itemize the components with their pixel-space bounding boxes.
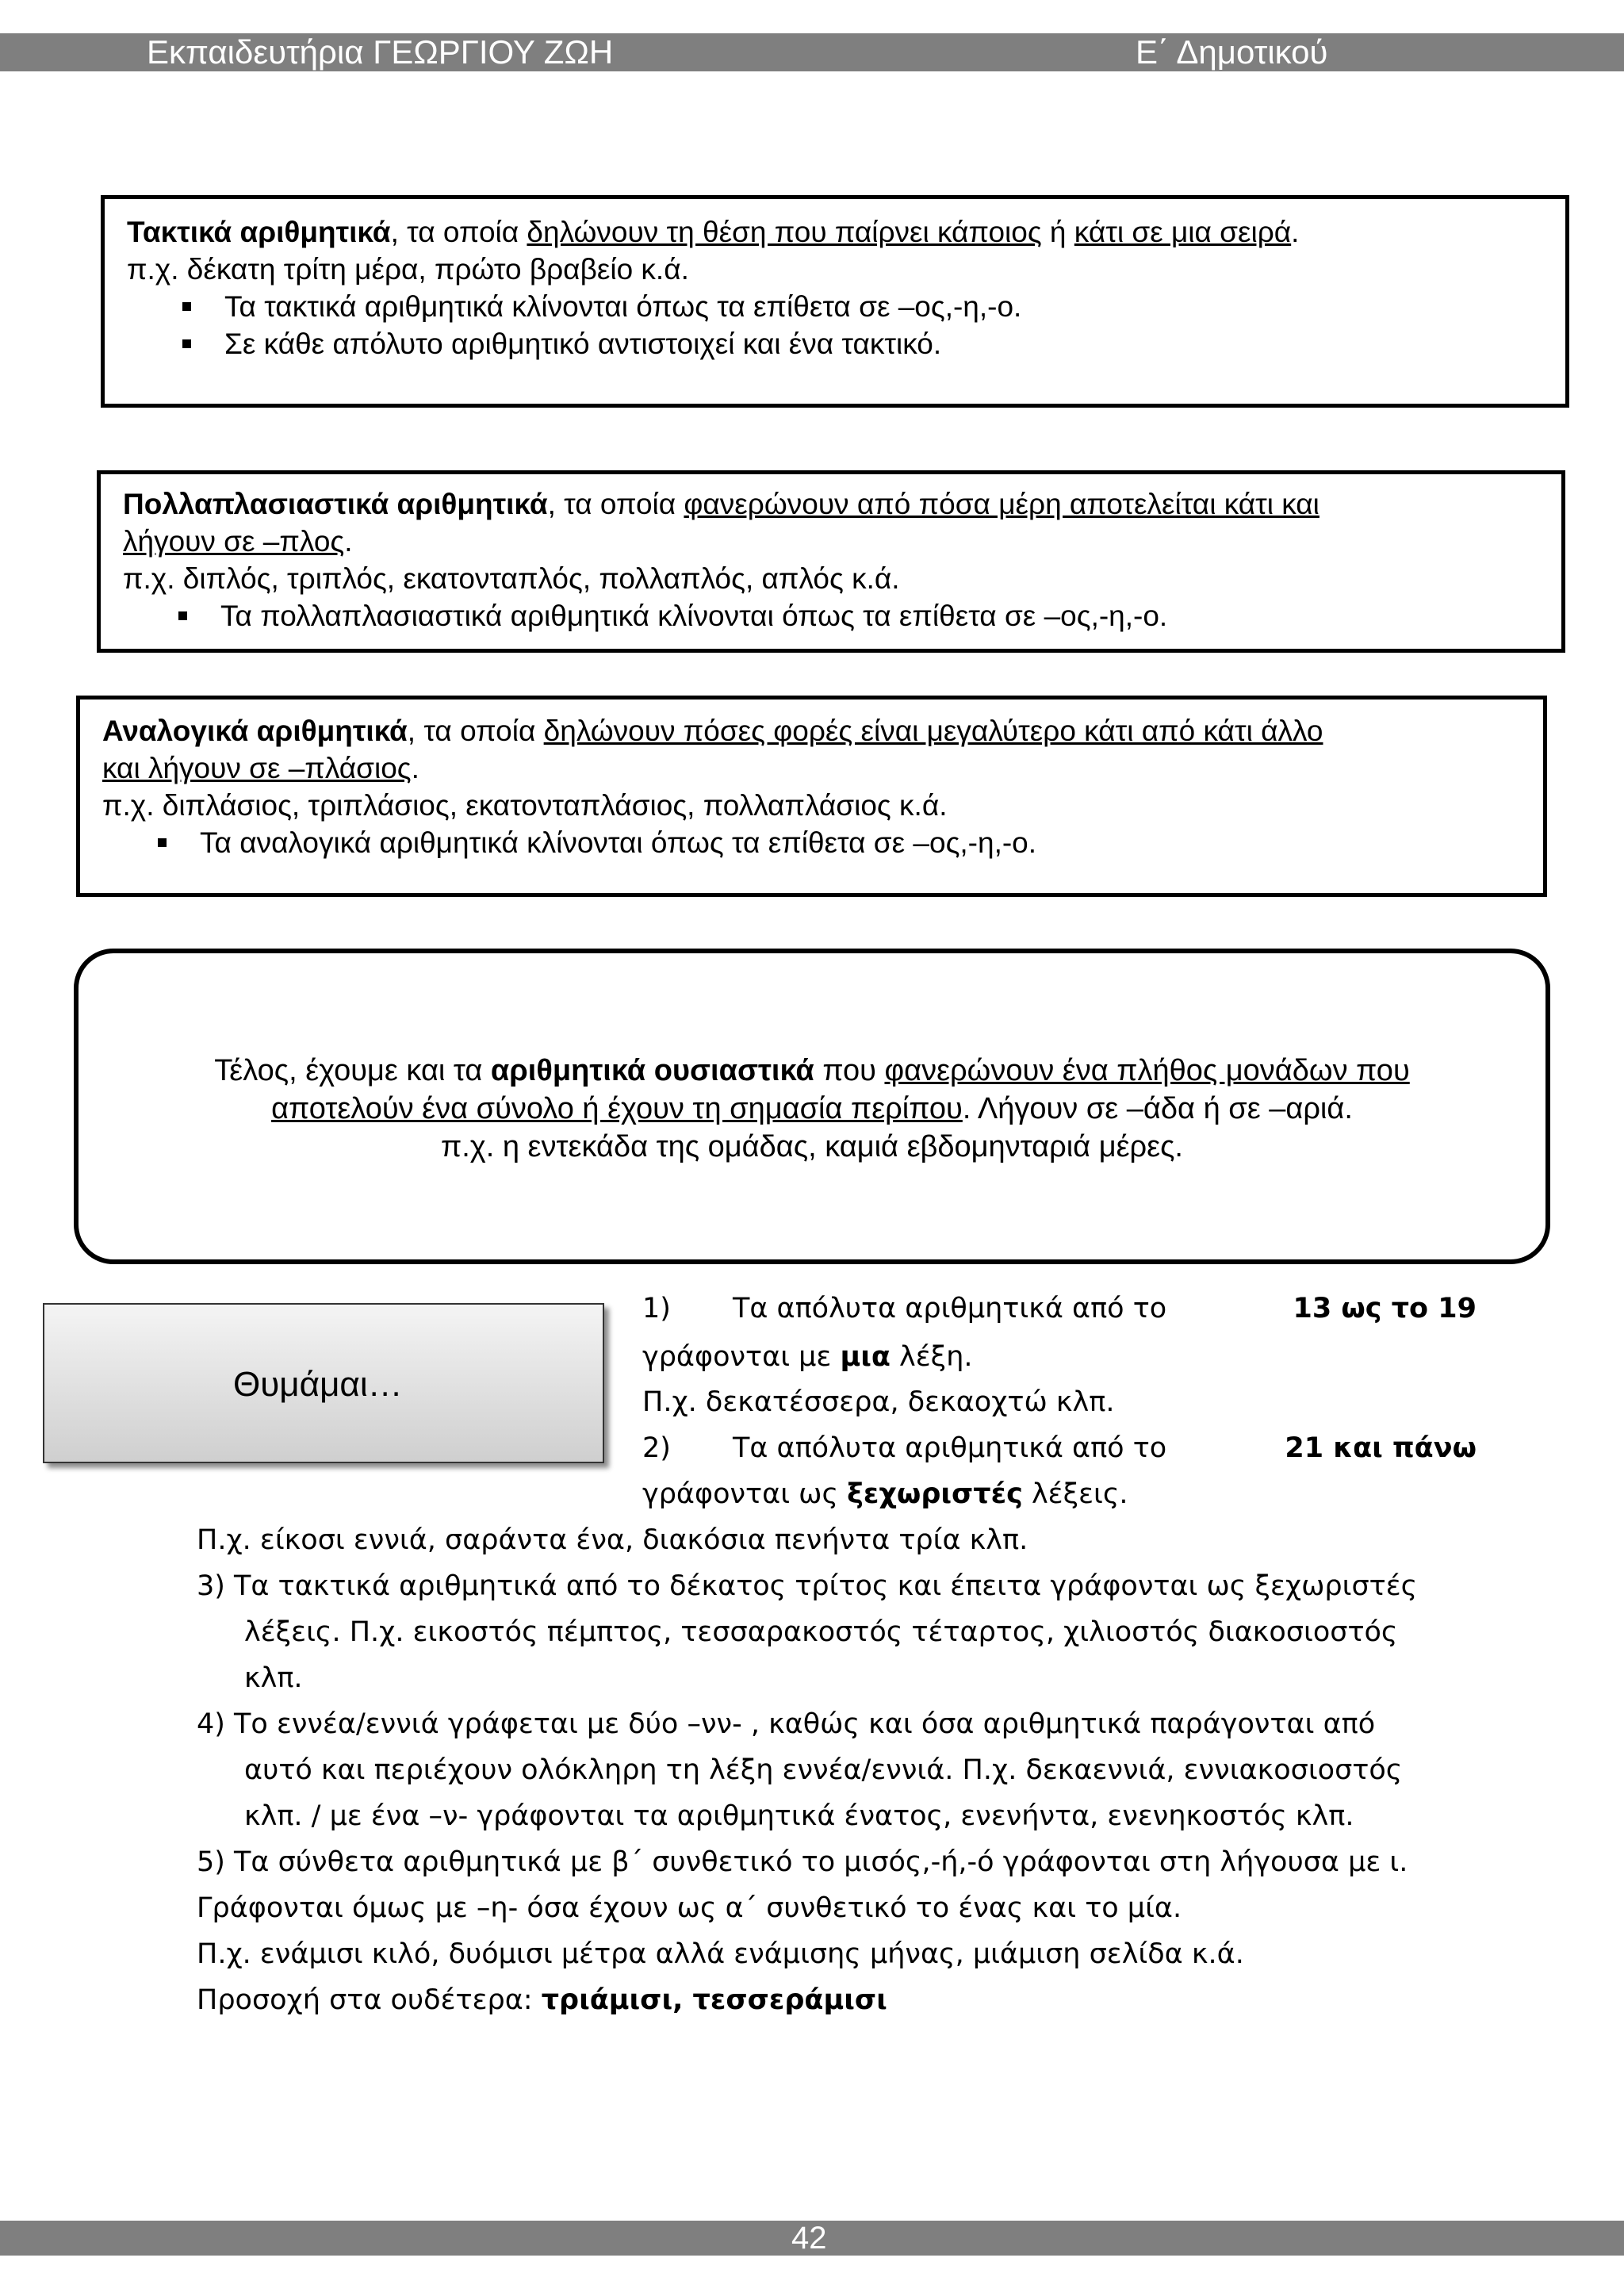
ordinal-numerals-box <box>101 195 1569 408</box>
box3-title: Αναλογικά αριθμητικά <box>102 715 408 747</box>
box4-text: . Λήγουν σε –άδα ή σε –αριά. <box>962 1092 1353 1125</box>
note-2-line-1 <box>642 1432 1477 1464</box>
note-text: γράφονται ως <box>642 1478 848 1510</box>
box4-text: που <box>814 1054 885 1087</box>
note-5-line-4 <box>197 1984 887 2016</box>
note-5-line-3: Π.χ. ενάμισι κιλό, δυόμισι μέτρα αλλά ενάμισης μήνας, μιάμιση σελίδα κ.ά. <box>197 1938 1244 1970</box>
note-1-line-1 <box>642 1293 1477 1324</box>
note-1-example: Π.χ. δεκατέσσερα, δεκαοχτώ κλπ. <box>642 1386 1115 1418</box>
note-text: γράφονται με <box>642 1341 841 1373</box>
note-bold: τριάμισι, τεσσεράμισι <box>541 1984 887 2016</box>
box3-underline: δηλώνουν πόσες φορές είναι μεγαλύτερο κάτι από κάτι άλλο <box>543 715 1323 747</box>
square-bullet-icon <box>158 838 167 847</box>
square-bullet-icon <box>178 611 187 620</box>
box3-text: , τα οποία <box>407 715 544 747</box>
page-number: 42 <box>791 2221 827 2256</box>
box4-bold: αριθμητικά ουσιαστικά <box>490 1054 814 1087</box>
note-5-line-2: Γράφονται όμως με –η- όσα έχουν ως α΄ συνθετικό το ένας και το μία. <box>197 1892 1182 1924</box>
note-bold: μια <box>840 1341 891 1373</box>
box1-underline: κάτι σε μια σειρά <box>1074 216 1292 248</box>
box2-title: Πολλαπλασιαστικά αριθμητικά <box>123 488 548 520</box>
note-4-line-2: αυτό και περιέχουν ολόκληρη τη λέξη εννέα/εννιά. Π.χ. δεκαεννιά, εννιακοσιοστός <box>244 1754 1403 1786</box>
box4-example: π.χ. η εντεκάδα της ομάδας, καμιά εβδομηνταριά μέρες. <box>441 1130 1183 1163</box>
box1-underline: δηλώνουν τη θέση που παίρνει κάποιος <box>527 216 1042 248</box>
box3-underline: και λήγουν σε –πλάσιος <box>102 752 412 784</box>
box1-bullet: Σε κάθε απόλυτο αριθμητικό αντιστοιχεί και ένα τακτικό. <box>127 325 1543 362</box>
box1-text: ή <box>1041 216 1074 248</box>
page-footer <box>0 2221 1624 2256</box>
note-text: λέξεις. <box>1022 1478 1128 1510</box>
box1-bullet: Τα τακτικά αριθμητικά κλίνονται όπως τα επίθετα σε –ος,-η,-ο. <box>127 288 1543 325</box>
note-bold: 21 και πάνω <box>1285 1432 1477 1464</box>
note-text: λέξη. <box>890 1341 973 1373</box>
note-3-line-1: 3) Τα τακτικά αριθμητικά από το δέκατος τρίτος και έπειτα γράφονται ως ξεχωριστές <box>197 1570 1418 1602</box>
square-bullet-icon <box>182 302 191 311</box>
box1-text: , τα οποία <box>390 216 527 248</box>
box2-text: , τα οποία <box>547 488 684 520</box>
multiplicative-numerals-box <box>97 470 1565 653</box>
note-2-line-2 <box>642 1478 1128 1510</box>
box2-text: . <box>344 525 353 558</box>
page-header <box>0 33 1624 71</box>
note-number: 1) <box>642 1293 671 1324</box>
note-text: Τα απόλυτα αριθμητικά από το <box>732 1293 1167 1324</box>
note-bold: 13 ως το 19 <box>1293 1293 1477 1324</box>
note-bold: ξεχωριστές <box>847 1478 1023 1510</box>
box1-text: . <box>1291 216 1300 248</box>
box4-underline: αποτελούν ένα σύνολο ή έχουν τη σημασία περίπου <box>271 1092 963 1125</box>
note-number: 2) <box>642 1432 671 1464</box>
note-2-example: Π.χ. είκοσι εννιά, σαράντα ένα, διακόσια πενήντα τρία κλπ. <box>197 1524 1028 1556</box>
box4-underline: φανερώνουν ένα πλήθος μονάδων που <box>884 1054 1410 1087</box>
note-text: Τα απόλυτα αριθμητικά από το <box>732 1432 1167 1464</box>
proportional-numerals-box <box>76 696 1547 897</box>
box1-title: Τακτικά αριθμητικά <box>127 216 391 248</box>
square-bullet-icon <box>182 339 191 348</box>
note-4-line-1: 4) Το εννέα/εννιά γράφεται με δύο –νν- , καθώς και όσα αριθμητικά παράγονται από <box>197 1708 1376 1740</box>
header-school: Εκπαιδευτήρια ΓΕΩΡΓΙΟΥ ΖΩΗ <box>147 33 614 71</box>
note-3-line-3: κλπ. <box>244 1662 303 1694</box>
box2-example: π.χ. διπλός, τριπλός, εκατονταπλός, πολλαπλός, απλός κ.ά. <box>123 562 900 595</box>
box2-underline: λήγουν σε –πλος <box>123 525 345 558</box>
box2-bullet: Τα πολλαπλασιαστικά αριθμητικά κλίνονται όπως τα επίθετα σε –ος,-η,-ο. <box>123 597 1539 634</box>
note-3-line-2: λέξεις. Π.χ. εικοστός πέμπτος, τεσσαρακοστός τέταρτος, χιλιοστός διακοσιοστός <box>244 1616 1398 1648</box>
note-1-line-2 <box>642 1341 973 1373</box>
box4-text: Τέλος, έχουμε και τα <box>214 1054 491 1087</box>
box3-text: . <box>411 752 419 784</box>
box3-example: π.χ. διπλάσιος, τριπλάσιος, εκατονταπλάσιος, πολλαπλάσιος κ.ά. <box>102 789 948 822</box>
box3-bullet: Τα αναλογικά αριθμητικά κλίνονται όπως τα επίθετα σε –ος,-η,-ο. <box>102 824 1521 861</box>
note-text: Προσοχή στα ουδέτερα: <box>197 1984 542 2016</box>
box1-example: π.χ. δέκατη τρίτη μέρα, πρώτο βραβείο κ.ά. <box>127 253 689 286</box>
remember-box: Θυμάμαι… <box>43 1303 604 1463</box>
header-grade: Ε΄ Δημοτικού <box>1136 33 1328 71</box>
numeral-nouns-box <box>74 949 1550 1264</box>
box2-underline: φανερώνουν από πόσα μέρη αποτελείται κάτι και <box>684 488 1320 520</box>
note-5-line-1: 5) Τα σύνθετα αριθμητικά με β΄ συνθετικό το μισός,-ή,-ό γράφονται στη λήγουσα με ι. <box>197 1846 1408 1878</box>
note-4-line-3: κλπ. / με ένα –ν- γράφονται τα αριθμητικά ένατος, ενενήντα, ενενηκοστός κλπ. <box>244 1800 1354 1832</box>
